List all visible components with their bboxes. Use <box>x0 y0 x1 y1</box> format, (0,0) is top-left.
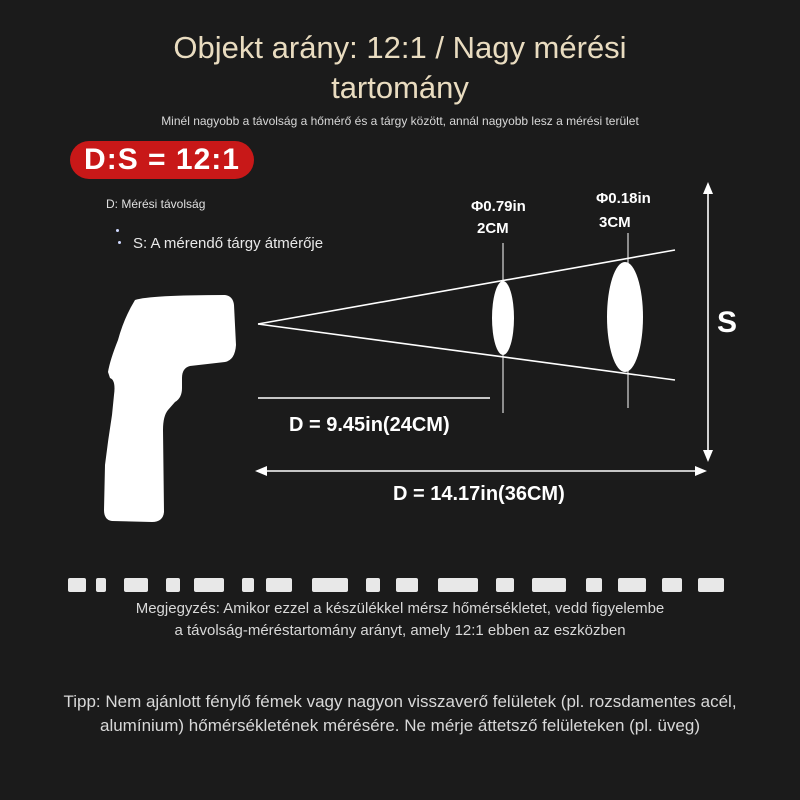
s-arrow-down-icon <box>703 450 713 462</box>
s-arrow-up-icon <box>703 182 713 194</box>
note-line-2: a távolság-méréstartomány arányt, amely 12:1 ebben az eszközben <box>174 622 626 639</box>
note-text <box>60 598 740 642</box>
legend-distance: D: Mérési távolság <box>106 197 206 211</box>
near-spot-cm-label: 2CM <box>477 220 509 237</box>
d-near-label: D = 9.45in(24CM) <box>289 414 450 436</box>
title-line-1: Objekt arány: 12:1 / Nagy mérési <box>173 30 627 65</box>
d-arrow-right-icon <box>695 466 707 476</box>
far-spot-ellipse <box>607 262 643 372</box>
thermometer-gun-icon <box>104 295 236 522</box>
legend-target-diameter: S: A mérendő tárgy átmérője <box>133 235 324 252</box>
subtitle: Minél nagyobb a távolság a hőmérő és a tárgy között, annál nagyobb lesz a mérési terület <box>161 114 639 128</box>
near-spot-ellipse <box>492 281 514 355</box>
far-spot-cm-label: 3CM <box>599 214 631 231</box>
near-spot-diameter-label: Φ0.79in <box>471 198 526 215</box>
d-far-label: D = 14.17in(36CM) <box>393 483 565 505</box>
title-line-2: tartomány <box>331 70 469 105</box>
note-line-1: Megjegyzés: Amikor ezzel a készülékkel mérsz hőmérsékletet, vedd figyelembe <box>135 600 665 617</box>
s-label: S <box>717 306 738 339</box>
d-arrow-left-icon <box>255 466 267 476</box>
ratio-badge: D:S = 12:1 <box>70 141 254 179</box>
far-spot-diameter-label: Φ0.18in <box>596 190 651 207</box>
decorative-stripe <box>66 578 730 596</box>
tip-text: Tipp: Nem ajánlott fénylő fémek vagy nagyon visszaverő felületek (pl. rozsdamentes acél, alumínium) hőmérsékletének mérésére. Ne mérje áttetsző felületeken (pl. üveg) <box>63 692 737 735</box>
